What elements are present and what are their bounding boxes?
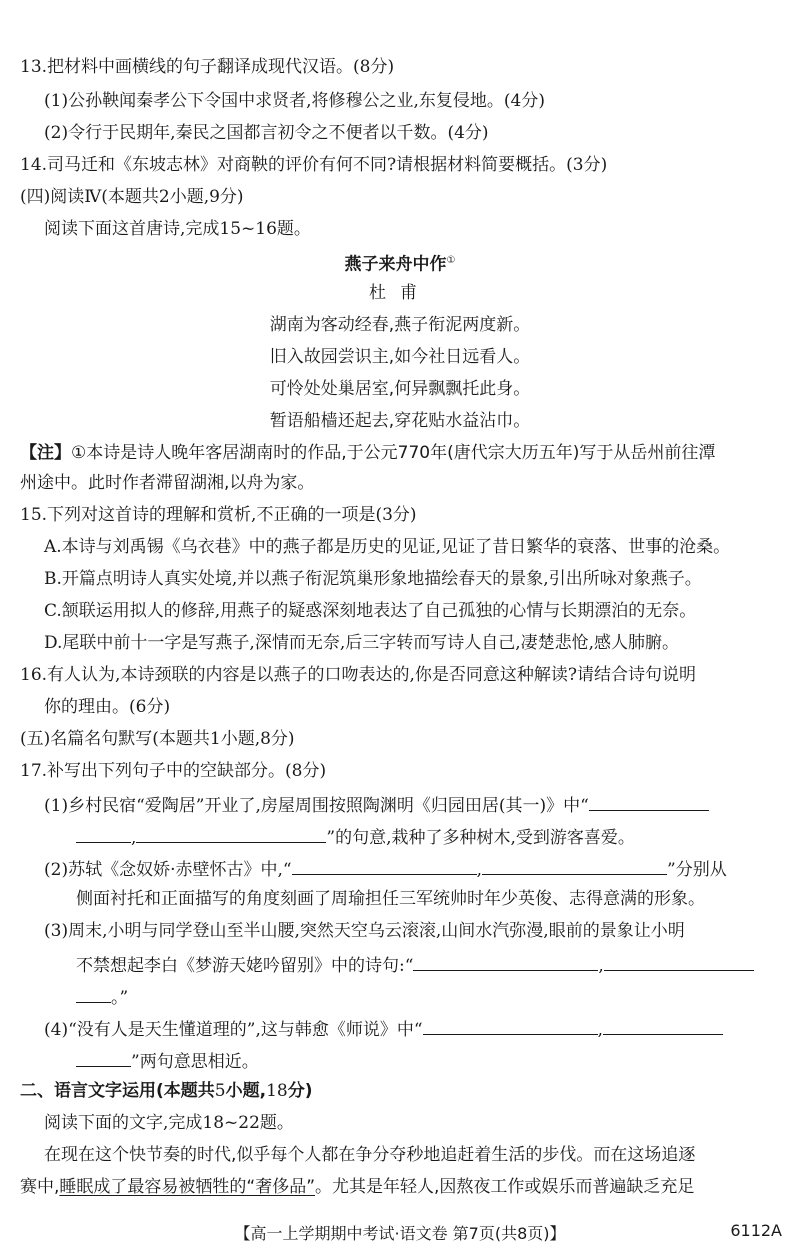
q14-stem: 14.司马迁和《东坡志林》对商鞅的评价有何不同?请根据材料简要概括。(3分) <box>20 155 608 175</box>
q15-option-a: A.本诗与刘禹锡《乌衣巷》中的燕子都是历史的见证,见证了昔日繁华的衰落、世事的沧桑。 <box>44 537 731 557</box>
poem-line: 旧入故园尝识主,如今社日远看人。 <box>269 347 531 367</box>
passage-line-2: 赛中,睡眠成了最容易被牺牲的“奢侈品”。尤其是年轻人,因熬夜工作或娱乐而普遍缺乏充足 <box>20 1177 695 1197</box>
poem-title-note: ① <box>446 255 456 266</box>
answer-blank[interactable] <box>292 856 477 875</box>
answer-blank[interactable] <box>76 984 111 1003</box>
q17-item3: (3)周末,小明与同学登山至半山腰,突然天空乌云滚滚,山间水汽弥漫,眼前的景象让小明 <box>44 921 685 941</box>
section5-heading: (五)名篇名句默写(本题共1小题,8分) <box>20 729 295 749</box>
q15-option-c: C.颔联运用拟人的修辞,用燕子的疑惑深刻地表达了自己孤独的心情与长期漂泊的无奈。 <box>44 601 697 621</box>
note-label: 【注】 <box>20 443 71 463</box>
q17-item3-cont: 不禁想起李白《梦游天姥吟留别》中的诗句:“ , <box>76 952 754 977</box>
poem-note: 【注】①本诗是诗人晚年客居湖南时的作品,于公元770年(唐代宗大历五年)写于从岳州前往潭 <box>20 443 716 463</box>
part2-heading: 二、语言文字运用(本题共5小题,18分) <box>20 1081 313 1101</box>
q15-stem: 15.下列对这首诗的理解和赏析,不正确的一项是(3分) <box>20 505 417 525</box>
answer-blank[interactable] <box>76 1048 131 1067</box>
section4-intro: 阅读下面这首唐诗,完成15~16题。 <box>44 219 311 239</box>
q17-stem: 17.补写出下列句子中的空缺部分。(8分) <box>20 761 327 781</box>
answer-blank[interactable] <box>423 1016 598 1035</box>
section4-heading: (四)阅读Ⅳ(本题共2小题,9分) <box>20 187 244 207</box>
q13-stem: 13.把材料中画横线的句子翻译成现代汉语。(8分) <box>20 57 395 77</box>
q17-item2-cont: 侧面衬托和正面描写的角度刻画了周瑜担任三军统帅时年少英俊、志得意满的形象。 <box>76 889 705 909</box>
passage-line: 在现在这个快节奏的时代,似乎每个人都在争分夺秒地追赶着生活的步伐。而在这场追逐 <box>44 1145 696 1165</box>
q17-item4-cont: ”两句意思相近。 <box>76 1048 259 1073</box>
poem-line: 暂语船樯还起去,穿花贴水益沾巾。 <box>269 411 531 431</box>
poem-line: 可怜处处巢居室,何异飘飘托此身。 <box>269 379 531 399</box>
q17-item1-cont: , ”的句意,栽种了多种树木,受到游客喜爱。 <box>76 824 635 849</box>
q15-option-d: D.尾联中前十一字是写燕子,深情而无奈,后三字转而写诗人自己,凄楚悲怆,感人肺腑。 <box>44 633 680 653</box>
answer-blank[interactable] <box>76 824 131 843</box>
answer-blank[interactable] <box>589 792 709 811</box>
underlined-sentence: 睡眠成了最容易被牺牲的“奢侈品” <box>59 1177 316 1197</box>
q17-item1: (1)乡村民宿“爱陶居”开业了,房屋周围按照陶渊明《归园田居(其一)》中“ <box>44 792 709 817</box>
q16-stem: 16.有人认为,本诗颈联的内容是以燕子的口吻表达的,你是否同意这种解读?请结合诗句说明 <box>20 665 696 685</box>
q13-sub2: (2)令行于民期年,秦民之国都言初令之不便者以千数。(4分) <box>44 123 489 143</box>
q17-item3-end: 。” <box>76 984 128 1009</box>
poem-line: 湖南为客动经春,燕子衔泥两度新。 <box>269 315 531 335</box>
exam-code: 6112A <box>730 1221 782 1240</box>
poem-title: 燕子来舟中作① <box>344 254 456 275</box>
answer-blank[interactable] <box>482 856 667 875</box>
answer-blank[interactable] <box>413 952 598 971</box>
page-footer: 【高一上学期期中考试·语文卷 第7页(共8页)】 <box>234 1224 566 1243</box>
q17-item2: (2)苏轼《念奴娇·赤壁怀古》中,“ , ”分别从 <box>44 856 727 881</box>
q17-item4: (4)“没有人是天生懂道理的”,这与韩愈《师说》中“ , <box>44 1016 723 1041</box>
q16-stem-cont: 你的理由。(6分) <box>44 697 171 717</box>
answer-blank[interactable] <box>603 1016 723 1035</box>
poem-note-cont: 州途中。此时作者滞留湖湘,以舟为家。 <box>20 473 315 493</box>
answer-blank[interactable] <box>136 824 326 843</box>
part2-intro: 阅读下面的文字,完成18~22题。 <box>44 1113 294 1133</box>
q13-sub1: (1)公孙鞅闻秦孝公下令国中求贤者,将修穆公之业,东复侵地。(4分) <box>44 91 545 111</box>
q15-option-b: B.开篇点明诗人真实处境,并以燕子衔泥筑巢形象地描绘春天的景象,引出所咏对象燕子。 <box>44 569 702 589</box>
answer-blank[interactable] <box>604 952 754 971</box>
poem-author: 杜甫 <box>369 283 431 303</box>
